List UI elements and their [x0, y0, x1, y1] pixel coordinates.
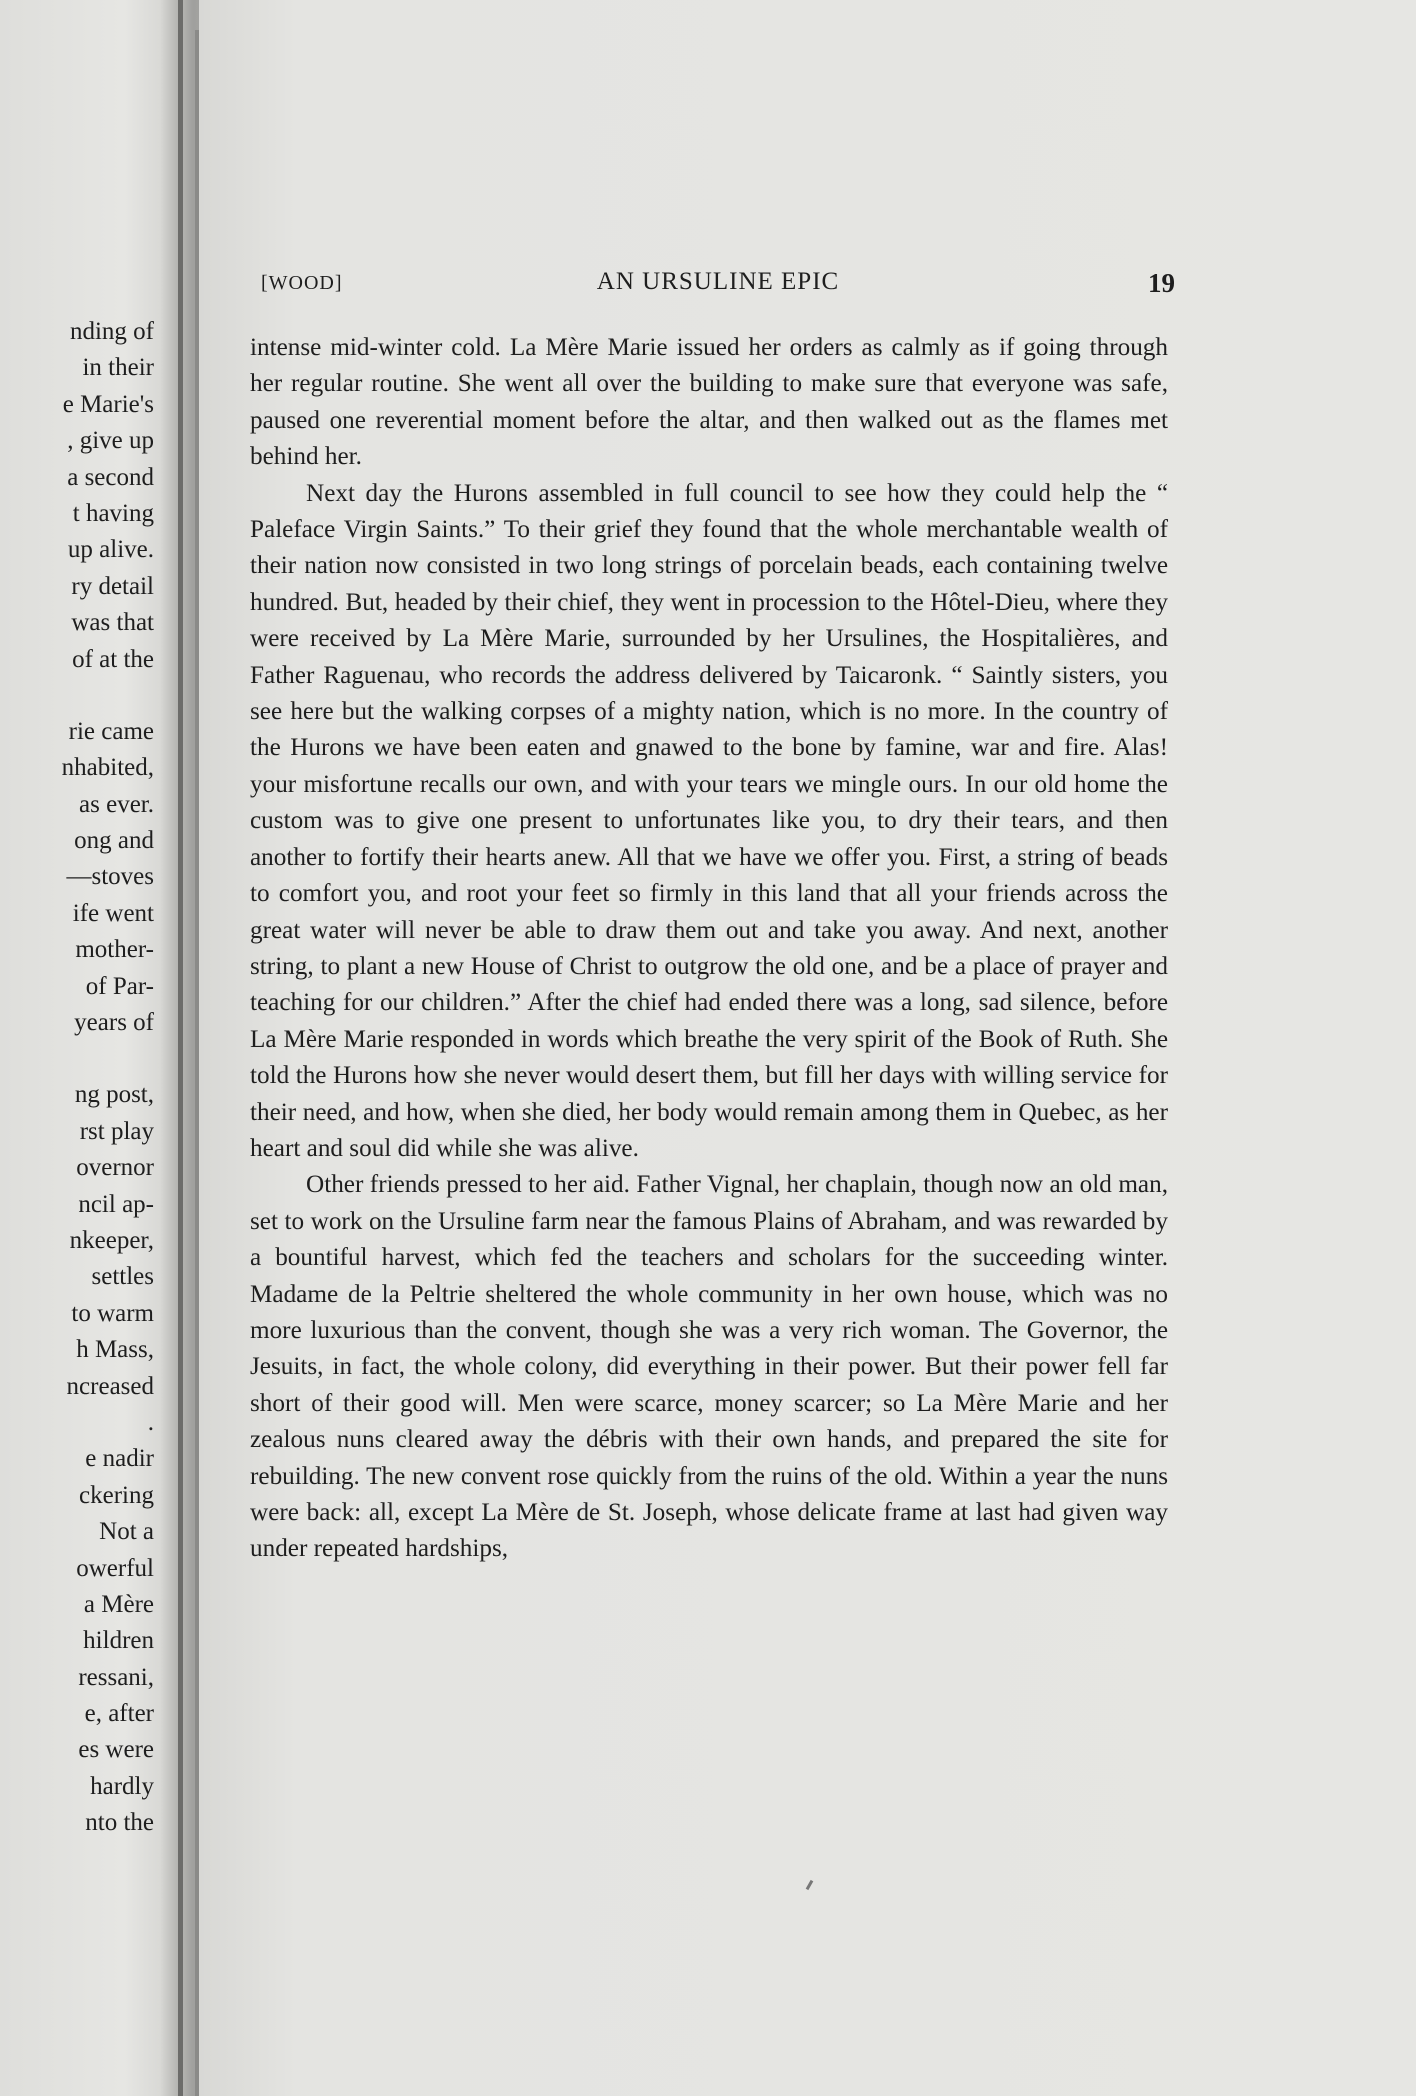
left-page-line: up alive.: [67, 536, 154, 564]
left-page-line: ncil ap-: [78, 1190, 154, 1218]
left-page-line: as ever.: [79, 790, 154, 818]
left-page-line: years of: [74, 1009, 154, 1037]
page-edge: [195, 30, 199, 2096]
left-page-line: of at the: [72, 645, 154, 673]
left-page-line: a Mère: [83, 1590, 154, 1618]
left-page-line: [0, 678, 154, 714]
left-page-line: overnor: [76, 1154, 154, 1182]
running-head-title: AN URSULINE EPIC: [596, 268, 840, 295]
paragraph-1: intense mid-winter cold. La Mère Marie issued her orders as calmly as if going through her regular routine. She went all over the building to make sure that everyone was safe, paused one reverential moment before the altar, and then walked out as the flames met behind her.: [250, 334, 1168, 471]
left-page-line: ry detail: [71, 572, 154, 600]
left-page-line: hardly: [90, 1772, 154, 1800]
running-head: [261, 268, 1175, 308]
left-page-line: was that: [71, 609, 154, 637]
left-page-fragment: [0, 0, 178, 2096]
left-page-line: , give up: [67, 427, 154, 455]
left-page-line: nkeeper,: [69, 1226, 154, 1254]
left-page-line: in their: [82, 354, 154, 382]
paragraph-2: Next day the Hurons assembled in full council to see how they could help the “ Paleface Virgin Saints.” To their grief they found that the whole merchantable wealth of their nation now consisted in two long strings of porcelain beads, each containing twelve hundred. But, headed by their chief, they went in procession to the Hôtel-Dieu, where they were received by La Mère Marie, surrounded by her Ursulines, the Hospitalières, and Father Raguenau, who records the address delivered by Taicaronk. “ Saintly sisters, you see here but the walking corpses of a mighty nation, which is no more. In the country of the Hurons we have been eaten and gnawed to the bone by famine, war and fire. Alas! your misfortune recalls our own, and with your tears we mingle ours. In our old home the custom was to give one present to unfortunates like you, to dry their tears, and then another to fortify their hearts anew. All that we have we offer you. First, a string of beads to comfort you, and root your feet so firmly in this land that all your friends across the great water will never be able to draw them out and take you away. And next, another string, to plant a new House of Christ to outgrow the old one, and be a place of prayer and teaching for our children.” After the chief had ended there was a long, sad silence, before La Mère Marie responded in words which breathe the very spirit of the Book of Ruth. She told the Hurons how she never would desert them, but fill her days with willing service for their need, and how, when she died, her body would remain among them in Quebec, as her heart and soul did while she was alive.: [250, 479, 1168, 1162]
left-page-text: [0, 314, 154, 1842]
left-page-line: of Par-: [85, 972, 154, 1000]
left-page-line: ressani,: [78, 1663, 154, 1691]
left-page-line: t having: [72, 499, 154, 527]
left-page-line: ife went: [72, 899, 154, 927]
page-number: 19: [1148, 268, 1175, 298]
left-page-line: mother-: [75, 936, 154, 964]
left-page-line: e Marie's: [62, 390, 154, 418]
left-page-line: ncreased: [66, 1372, 154, 1400]
left-page-line: e, after: [84, 1700, 154, 1728]
left-page-line: —stoves: [66, 863, 154, 891]
left-page-line: to warm: [71, 1299, 154, 1327]
left-page-line: .: [147, 1408, 154, 1436]
left-page-line: owerful: [76, 1554, 154, 1582]
gutter-edge: [178, 0, 183, 2096]
paragraph-3: Other friends pressed to her aid. Father Vignal, her chaplain, though now an old man, set to work on the Ursuline farm near the famous Plains of Abraham, and was rewarded by a bountiful harvest, which fed the teachers and scholars for the succeeding winter. Madame de la Peltrie sheltered the whole community in her own house, which was no more luxurious than the convent, though she was a very rich woman. The Governor, the Jesuits, in fact, the whole colony, did everything in their power. But their power fell far short of their good will. Men were scarce, money scarcer; so La Mère Marie and her zealous nuns cleared away the débris with their own hands, and prepared the site for rebuilding. The new convent rose quickly from the ruins of the old. Within a year the nuns were back: all, except La Mère de St. Joseph, whose delicate frame at last had given way under repeated hardships,: [250, 1171, 1168, 1563]
left-page-line: ckering: [79, 1481, 154, 1509]
left-page-line: nto the: [85, 1809, 154, 1837]
left-page-line: rst play: [79, 1117, 154, 1145]
left-page-line: hildren: [83, 1627, 154, 1655]
left-page-line: nding of: [69, 318, 154, 345]
left-page-line: Not a: [99, 1518, 154, 1546]
left-page-line: nhabited,: [61, 754, 154, 782]
left-page-line: settles: [91, 1263, 154, 1291]
left-page-line: ong and: [74, 827, 154, 855]
body-text: [250, 330, 1168, 1568]
left-page-line: e nadir: [85, 1445, 154, 1473]
left-page-line: rie came: [68, 717, 154, 745]
left-page-line: [0, 1041, 154, 1077]
left-page-line: h Mass,: [76, 1336, 154, 1364]
left-page-line: es were: [78, 1736, 154, 1764]
running-head-author: [WOOD]: [261, 272, 343, 294]
left-page-line: a second: [67, 463, 154, 491]
left-page-line: ng post,: [74, 1081, 154, 1109]
